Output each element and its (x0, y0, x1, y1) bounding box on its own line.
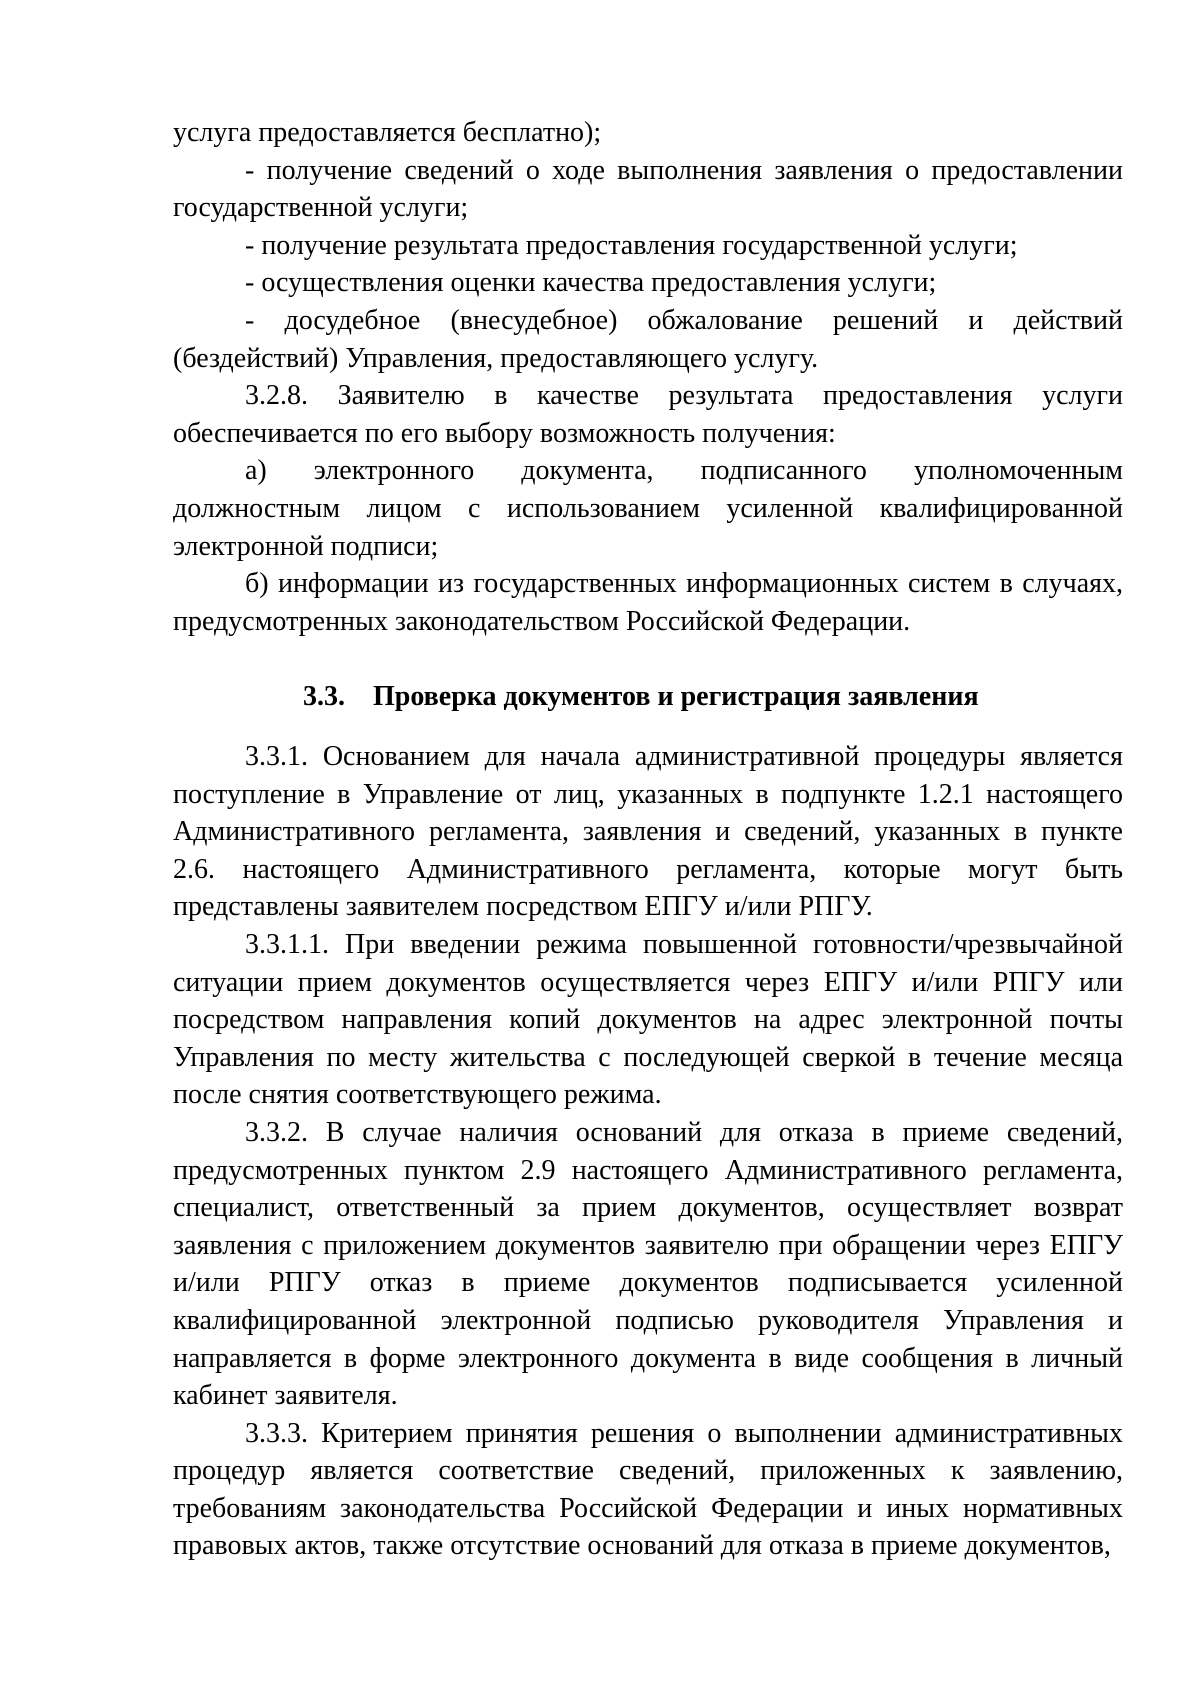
paragraph-result-receipt: - получение результата предоставления государственной услуги; (245, 229, 1018, 261)
paragraph-option-b: б) информации из государственных информационных систем в случаях, предусмотренных законодательством Российской Федерации. (173, 568, 1123, 637)
paragraph-3-3-2: 3.3.2. В случае наличия оснований для отказа в приеме сведений, предусмотренных пунктом 2.9 настоящего Административного регламента, специалист, ответственный за прием документов, осуществляет возврат заявления с приложением документов заявителю при обращении через ЕПГУ и/или РПГУ отказ в приеме документов подписывается усиленной квалифицированной электронной подписью руководителя Управления и направляется в форме электронного документа в виде сообщения в личный кабинет заявителя. (173, 1116, 1123, 1412)
section-number: 3.3. (303, 681, 345, 712)
paragraph-3-3-1: 3.3.1. Основанием для начала административной процедуры является поступление в Управление от лиц, указанных в подпункте 1.2.1 настоящего Административного регламента, заявления и сведений, указанных в пункте 2.6. настоящего Административного регламента, которые могут быть представлены заявителем посредством ЕПГУ и/или РПГУ. (173, 741, 1123, 923)
paragraph-option-a: а) электронного документа, подписанного уполномоченным должностным лицом с использованием усиленной квалифицированной электронной подписи; (173, 455, 1123, 562)
top-text-block (173, 114, 1123, 640)
paragraph-fee-continuation: услуга предоставляется бесплатно); (173, 117, 602, 148)
paragraph-3-3-1-1: 3.3.1.1. При введении режима повышенной готовности/чрезвычайной ситуации прием документов осуществляется через ЕПГУ и/или РПГУ или посредством направления копий документов на адрес электронной почты Управления по месту жительства с последующей сверкой в течение месяца после снятия соответствующего режима. (173, 928, 1123, 1111)
paragraph-appeal: - досудебное (внесудебное) обжалование решений и действий (бездействий) Управления, предоставляющего услугу. (173, 304, 1123, 374)
section-title: Проверка документов и регистрация заявления (373, 681, 979, 712)
paragraph-3-2-8: 3.2.8. Заявителю в качестве результата предоставления услуги обеспечивается по его выбору возможность получения: (173, 380, 1123, 449)
paragraph-3-3-3: 3.3.3. Критерием принятия решения о выполнении административных процедур является соответствие сведений, приложенных к заявлению, требованиям законодательства Российской Федерации и иных нормативных правовых актов, также отсутствие оснований для отказа в приеме документов, (173, 1417, 1123, 1562)
bottom-text-block (173, 738, 1123, 1565)
paragraph-quality-evaluation: - осуществления оценки качества предоставления услуги; (245, 267, 937, 299)
paragraph-status-info: - получение сведений о ходе выполнения заявления о предоставлении государственной услуги; (173, 154, 1123, 224)
